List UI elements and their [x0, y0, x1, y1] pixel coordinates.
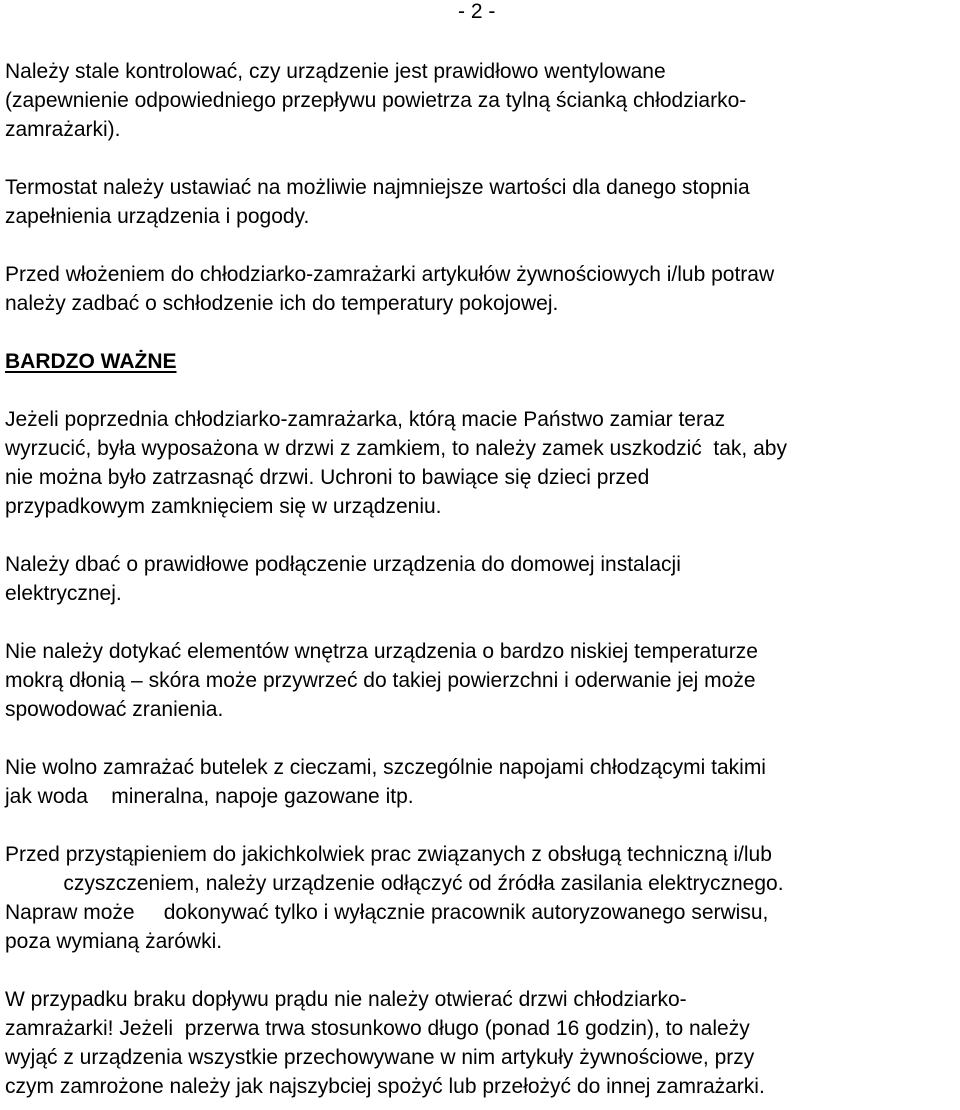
paragraph-line: czym zamrożone należy jak najszybciej spożyć lub przełożyć do innej zamrażarki.: [5, 1075, 765, 1098]
paragraph-line: Należy stale kontrolować, czy urządzenie jest prawidłowo wentylowane: [5, 60, 666, 83]
paragraph-line: Należy dbać o prawidłowe podłączenie urządzenia do domowej instalacji: [5, 553, 681, 576]
paragraph-line: zamrażarki).: [5, 118, 121, 141]
paragraph-line: poza wymianą żarówki.: [5, 930, 223, 953]
paragraph-line: zamrażarki! Jeżeli przerwa trwa stosunkowo długo (ponad 16 godzin), to należy: [5, 1017, 750, 1040]
paragraph-line: mokrą dłonią – skóra może przywrzeć do takiej powierzchni i oderwanie jej może: [5, 669, 756, 692]
paragraph-line: Przed przystąpieniem do jakichkolwiek prac związanych z obsługą techniczną i/lub: [5, 843, 772, 866]
paragraph-line: spowodować zranienia.: [5, 698, 224, 721]
paragraph-line: Przed włożeniem do chłodziarko-zamrażarki artykułów żywnościowych i/lub potraw: [5, 263, 775, 286]
paragraph-line: należy zadbać o schłodzenie ich do temperatury pokojowej.: [5, 292, 559, 315]
paragraph-line: Nie należy dotykać elementów wnętrza urządzenia o bardzo niskiej temperaturze: [5, 640, 758, 663]
paragraph-line: wyrzucić, była wyposażona w drzwi z zamkiem, to należy zamek uszkodzić tak, aby: [5, 437, 787, 460]
paragraph-line: Nie wolno zamrażać butelek z cieczami, szczególnie napojami chłodzącymi takimi: [5, 756, 766, 779]
paragraph-line: przypadkowym zamknięciem się w urządzeniu.: [5, 495, 442, 518]
paragraph-line: elektrycznej.: [5, 582, 122, 605]
paragraph-line: nie można było zatrzasnąć drzwi. Uchroni to bawiące się dzieci przed: [5, 466, 650, 489]
paragraph-line: wyjąć z urządzenia wszystkie przechowywane w nim artykuły żywnościowe, przy: [5, 1046, 755, 1069]
paragraph-line: Napraw może dokonywać tylko i wyłącznie pracownik autoryzowanego serwisu,: [5, 901, 769, 924]
paragraph-line: Jeżeli poprzednia chłodziarko-zamrażarka, którą macie Państwo zamiar teraz: [5, 408, 726, 431]
paragraph-line: jak woda mineralna, napoje gazowane itp.: [5, 785, 414, 808]
paragraph-line: (zapewnienie odpowiedniego przepływu powietrza za tylną ścianką chłodziarko-: [5, 89, 747, 112]
paragraph-line: zapełnienia urządzenia i pogody.: [5, 205, 310, 228]
paragraph-line: czyszczeniem, należy urządzenie odłączyć od źródła zasilania elektrycznego.: [5, 872, 784, 895]
paragraph-line: W przypadku braku dopływu prądu nie należy otwierać drzwi chłodziarko-: [5, 988, 687, 1011]
paragraph-line: Termostat należy ustawiać na możliwie najmniejsze wartości dla danego stopnia: [5, 176, 750, 199]
page-number: - 2 -: [458, 0, 496, 23]
important-heading: BARDZO WAŻNE: [5, 350, 177, 373]
